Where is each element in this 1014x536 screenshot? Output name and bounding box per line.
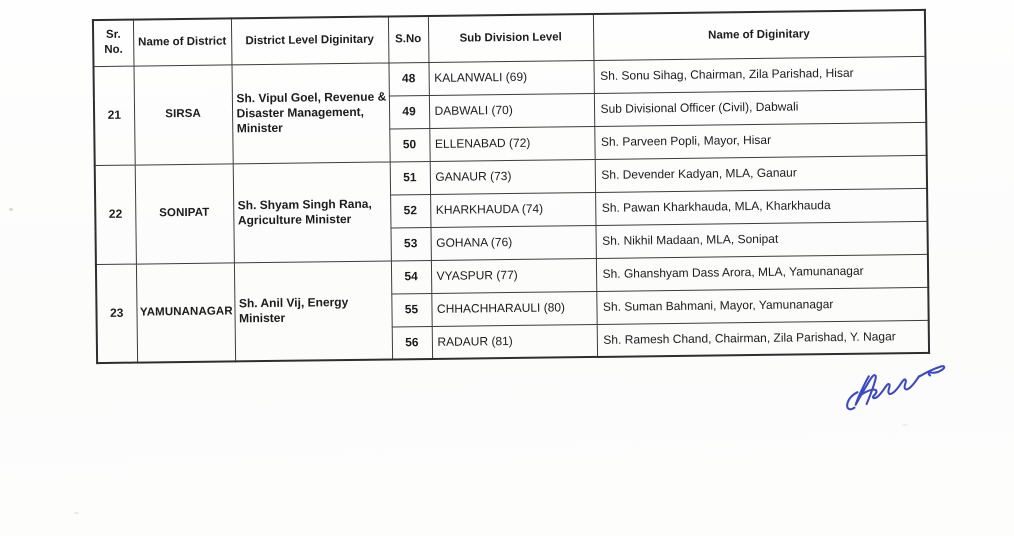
dignitary-cell: Sub Divisional Officer (Civil), Dabwali [594,89,926,126]
signature-handwritten [836,354,950,420]
s-no-cell: 53 [390,227,430,260]
dignitary-cell: Sh. Devender Kadyan, MLA, Ganaur [595,155,927,192]
dignitary-cell: Sh. Suman Bahmani, Mayor, Yamunanagar [596,287,928,324]
sub-division-cell: KALANWALI (69) [428,60,593,95]
sr-no-cell: 21 [93,66,134,165]
s-no-cell: 54 [391,260,431,293]
dignitary-cell: Sh. Nikhil Madaan, MLA, Sonipat [595,221,927,258]
dignitary-cell: Sh. Ghanshyam Dass Arora, MLA, Yamunanagar [596,254,928,291]
sub-division-cell: VYASPUR (77) [431,258,596,293]
district-cell: SONIPAT [135,163,234,263]
dignitary-cell: Sh. Ramesh Chand, Chairman, Zila Parishad, Y. Nagar [597,320,929,357]
district-cell: YAMUNANAGAR [136,262,235,362]
column-header: Sr. No. [93,20,134,66]
s-no-cell: 52 [390,194,430,227]
s-no-cell: 49 [389,95,429,128]
dignitaries-table-container [92,9,928,364]
district-cell: SIRSA [133,64,232,164]
district-dignitary-cell: Sh. Anil Vij, Energy Minister [234,260,392,361]
sub-division-cell: CHHACHHARAULI (80) [431,291,596,326]
s-no-cell: 56 [392,326,432,359]
scan-artifact-speck [74,512,79,514]
sub-division-cell: DABWALI (70) [429,93,594,128]
scan-artifact-speck [902,424,908,426]
column-header: District Level Diginitary [231,16,389,64]
column-header: S.No [388,16,429,62]
sub-division-cell: ELLENABAD (72) [429,126,594,161]
column-header: Name of Diginitary [593,10,926,60]
s-no-cell: 55 [391,293,431,326]
sr-no-cell: 23 [96,264,137,363]
s-no-cell: 50 [389,128,429,161]
s-no-cell: 48 [388,62,428,95]
signature-ink-stroke [845,372,921,409]
dignitary-cell: Sh. Pawan Kharkhauda, MLA, Kharkhauda [595,188,927,225]
scan-artifact-speck [9,208,13,211]
dignitaries-table [92,9,930,364]
sub-division-cell: GOHANA (76) [430,225,595,260]
sr-no-cell: 22 [95,165,136,264]
dignitary-cell: Sh. Parveen Popli, Mayor, Hisar [594,122,926,159]
dignitary-cell: Sh. Sonu Sihag, Chairman, Zila Parishad, Hisar [593,56,925,93]
district-dignitary-cell: Sh. Shyam Singh Rana, Agriculture Minister [233,161,391,262]
sub-division-cell: KHARKHAUDA (74) [430,192,595,227]
s-no-cell: 51 [390,161,430,194]
sub-division-cell: RADAUR (81) [432,324,597,359]
column-header: Name of District [133,18,232,65]
district-dignitary-cell: Sh. Vipul Goel, Revenue & Disaster Management, Minister [231,62,389,163]
signature-ink-tail-stroke [918,366,945,377]
sub-division-cell: GANAUR (73) [430,159,595,194]
column-header: Sub Division Level [428,14,594,62]
